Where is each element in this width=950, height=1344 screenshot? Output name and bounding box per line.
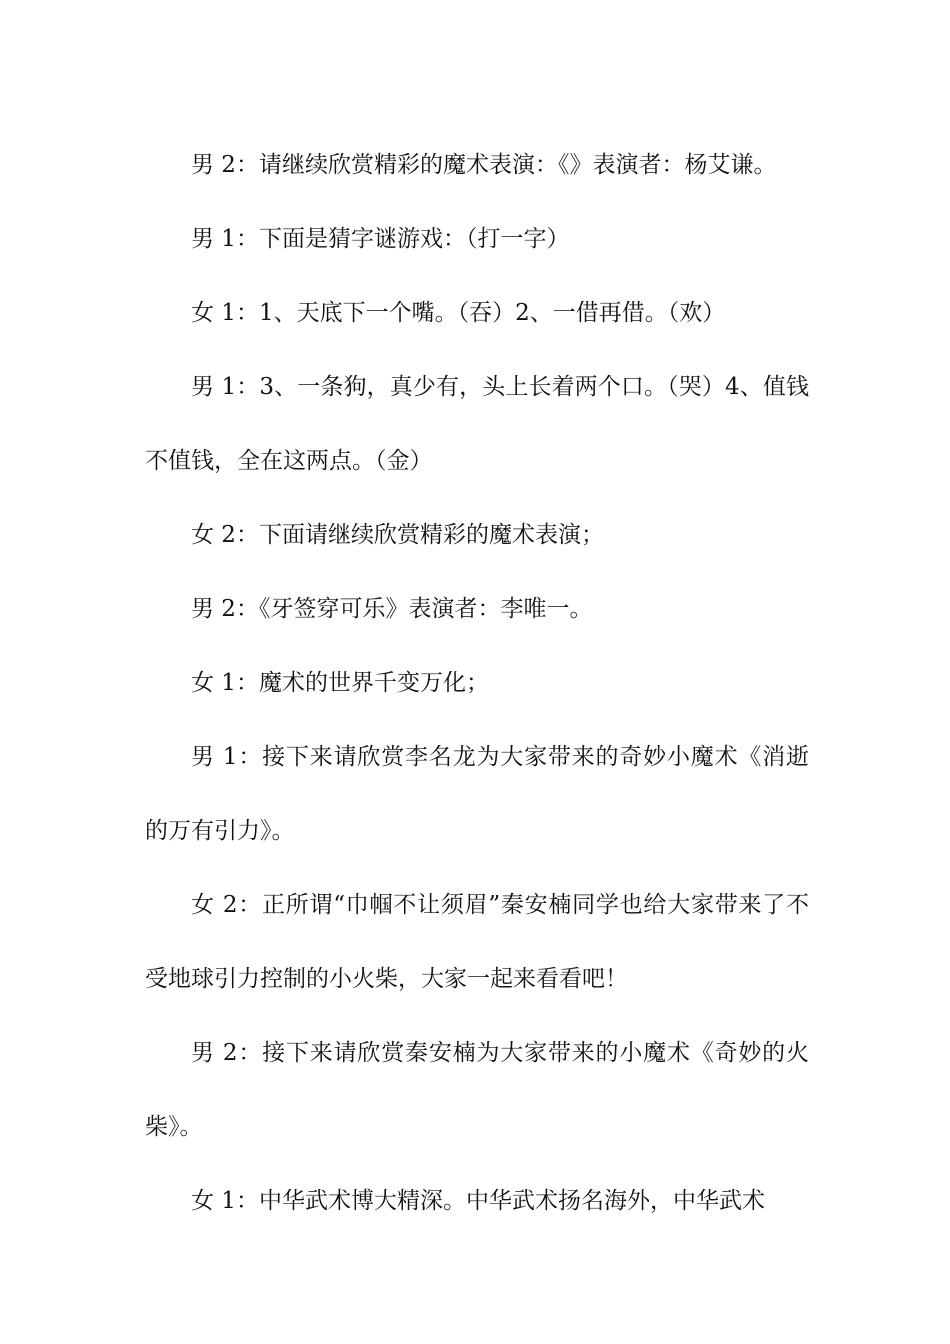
paragraph-10: 男 2：接下来请欣赏秦安楠为大家带来的小魔术《奇妙的火柴》。 xyxy=(145,1040,809,1140)
document-body xyxy=(145,128,809,1238)
paragraph-6: 男 2：《牙签穿可乐》表演者：李唯一。 xyxy=(191,596,593,622)
paragraph-2: 男 1：下面是猜字谜游戏：（打一字） xyxy=(191,226,570,252)
paragraph-7: 女 1：魔术的世界千变万化； xyxy=(191,670,489,696)
paragraph-5: 女 2：下面请继续欣赏精彩的魔术表演； xyxy=(191,522,604,548)
paragraph-3: 女 1：1、天底下一个嘴。（吞）2、一借再借。（欢） xyxy=(191,300,726,326)
paragraph-1: 男 2：请继续欣赏精彩的魔术表演：《》表演者：杨艾谦。 xyxy=(191,152,777,178)
paragraph-9: 女 2：正所谓“巾帼不让须眉”秦安楠同学也给大家带来了不受地球引力控制的小火柴，大家一起来看看吧！ xyxy=(145,892,809,992)
paragraph-4: 男 1：3、一条狗，真少有，头上长着两个口。（哭）4、值钱不值钱，全在这两点。（金） xyxy=(145,374,809,474)
paragraph-11: 女 1：中华武术博大精深。中华武术扬名海外，中华武术 xyxy=(191,1188,765,1214)
paragraph-8: 男 1：接下来请欣赏李名龙为大家带来的奇妙小魔术《消逝的万有引力》。 xyxy=(145,744,809,844)
